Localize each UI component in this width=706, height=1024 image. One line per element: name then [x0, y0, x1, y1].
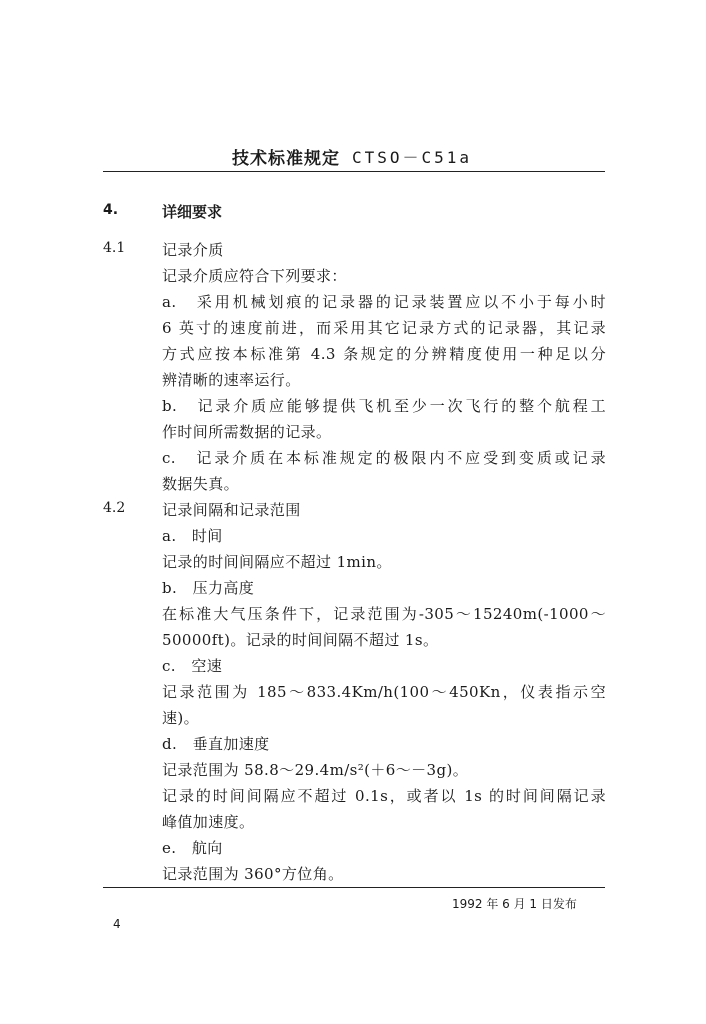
paragraph-line: c. 记录介质在本标准规定的极限内不应受到变质或记录 — [162, 449, 606, 467]
footer-rule — [103, 887, 605, 888]
document-title: 技术标准规定 — [232, 149, 340, 169]
subsection-number: 4.1 — [103, 240, 126, 256]
paragraph-line: 记录介质 — [162, 241, 224, 259]
paragraph-line: 记录的时间间隔应不超过 0.1s，或者以 1s 的时间间隔记录 — [162, 787, 606, 805]
section-title: 详细要求 — [162, 203, 223, 221]
publish-date: 1992 年 6 月 1 日发布 — [452, 897, 577, 911]
paragraph-line: a. 时间 — [162, 527, 223, 545]
paragraph-line: 记录范围为 360°方位角。 — [162, 865, 344, 883]
paragraph-line: 记录范围为 185～833.4Km/h(100～450Kn，仪表指示空 — [162, 683, 606, 701]
paragraph-line: 数据失真。 — [162, 475, 240, 493]
paragraph-line: 6 英寸的速度前进，而采用其它记录方式的记录器，其记录 — [162, 319, 606, 337]
paragraph-line: d. 垂直加速度 — [162, 735, 270, 753]
paragraph-line: a. 采用机械划痕的记录器的记录装置应以不小于每小时 — [162, 293, 606, 311]
paragraph-line: 记录间隔和记录范围 — [162, 501, 301, 519]
section-number: 4. — [103, 202, 119, 218]
paragraph-line: e. 航向 — [162, 839, 223, 857]
subsection-number: 4.2 — [103, 500, 126, 516]
paragraph-line: 记录的时间间隔应不超过 1min。 — [162, 553, 392, 571]
paragraph-line: 峰值加速度。 — [162, 813, 255, 831]
paragraph-line: 记录范围为 58.8～29.4m/s²(＋6～－3g)。 — [162, 761, 469, 779]
paragraph-line: b. 记录介质应能够提供飞机至少一次飞行的整个航程工 — [162, 397, 606, 415]
page-number: 4 — [113, 917, 121, 931]
paragraph-line: 作时间所需数据的记录。 — [162, 423, 332, 441]
paragraph-line: 辨清晰的速率运行。 — [162, 371, 301, 389]
paragraph-line: 50000ft)。记录的时间间隔不超过 1s。 — [162, 631, 439, 649]
paragraph-line: 速)。 — [162, 709, 200, 727]
paragraph-line: b. 压力高度 — [162, 579, 255, 597]
paragraph-line: c. 空速 — [162, 657, 223, 675]
paragraph-line: 在标准大气压条件下，记录范围为-305～15240m(-1000～ — [162, 605, 606, 623]
document-code: CTSO－C51a — [352, 148, 473, 167]
paragraph-line: 方式应按本标准第 4.3 条规定的分辨精度使用一种足以分 — [162, 345, 606, 363]
header-rule — [103, 171, 605, 172]
paragraph-line: 记录介质应符合下列要求： — [162, 267, 347, 285]
